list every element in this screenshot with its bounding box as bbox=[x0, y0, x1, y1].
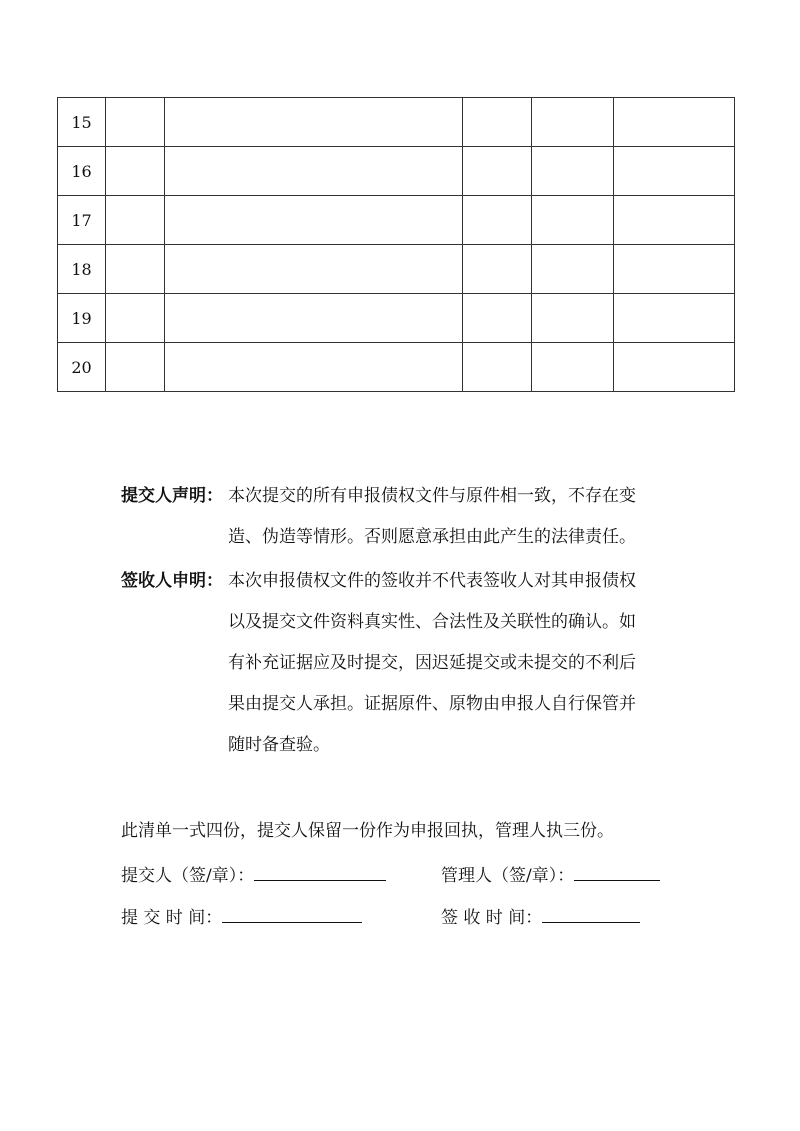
table-row bbox=[58, 196, 735, 245]
table-cell bbox=[165, 245, 463, 294]
row-number: 20 bbox=[58, 343, 106, 392]
table-cell bbox=[463, 294, 532, 343]
table-row bbox=[58, 294, 735, 343]
table-cell bbox=[165, 98, 463, 147]
row-number: 16 bbox=[58, 147, 106, 196]
table-cell bbox=[614, 196, 735, 245]
submit-time bbox=[121, 904, 362, 930]
receive-time-line[interactable] bbox=[542, 904, 640, 923]
table-cell bbox=[106, 98, 165, 147]
submitter-signature bbox=[121, 862, 386, 888]
declaration-line: 以及提交文件资料真实性、合法性及关联性的确认。如 bbox=[228, 612, 636, 632]
table-cell bbox=[614, 294, 735, 343]
table-cell bbox=[463, 196, 532, 245]
table-row bbox=[58, 343, 735, 392]
receiver-declaration bbox=[121, 561, 693, 766]
table-cell bbox=[463, 245, 532, 294]
table-cell bbox=[106, 245, 165, 294]
table-cell bbox=[106, 196, 165, 245]
row-number: 19 bbox=[58, 294, 106, 343]
table-row bbox=[58, 98, 735, 147]
table-cell bbox=[165, 196, 463, 245]
table-cell bbox=[463, 343, 532, 392]
submitter-declaration-label: 提交人声明： bbox=[121, 486, 223, 506]
table-cell bbox=[614, 343, 735, 392]
table-cell bbox=[614, 147, 735, 196]
table-cell bbox=[614, 98, 735, 147]
row-number: 18 bbox=[58, 245, 106, 294]
table-cell bbox=[532, 196, 614, 245]
receiver-declaration-label: 签收人申明： bbox=[121, 571, 223, 591]
declaration-line: 随时备查验。 bbox=[228, 735, 330, 755]
table-cell bbox=[165, 147, 463, 196]
submitter-signature-label: 提交人（签/章）： bbox=[121, 866, 255, 886]
table-cell bbox=[614, 245, 735, 294]
submitter-declaration bbox=[121, 476, 693, 558]
submitter-signature-line[interactable] bbox=[254, 862, 386, 881]
manager-signature-label: 管理人（签/章）： bbox=[441, 866, 575, 886]
copies-note: 此清单一式四份，提交人保留一份作为申报回执，管理人执三份。 bbox=[121, 821, 614, 841]
table-cell bbox=[463, 147, 532, 196]
table-cell bbox=[106, 147, 165, 196]
receive-time bbox=[441, 904, 640, 930]
receiver-declaration-body bbox=[228, 561, 693, 766]
submitter-declaration-body bbox=[228, 476, 693, 558]
row-number: 17 bbox=[58, 196, 106, 245]
table-cell bbox=[532, 98, 614, 147]
table-cell bbox=[106, 343, 165, 392]
claims-list-table bbox=[57, 97, 735, 392]
table-cell bbox=[532, 343, 614, 392]
table-row bbox=[58, 147, 735, 196]
declaration-line: 造、伪造等情形。否则愿意承担由此产生的法律责任。 bbox=[228, 527, 636, 547]
row-number: 15 bbox=[58, 98, 106, 147]
table-cell bbox=[463, 98, 532, 147]
table-cell bbox=[165, 343, 463, 392]
table-cell bbox=[106, 294, 165, 343]
submit-time-label: 提 交 时 间： bbox=[121, 908, 223, 928]
declaration-line: 本次提交的所有申报债权文件与原件相一致，不存在变 bbox=[228, 486, 636, 506]
declaration-line: 有补充证据应及时提交，因迟延提交或未提交的不利后 bbox=[228, 653, 636, 673]
table-row bbox=[58, 245, 735, 294]
table-cell bbox=[532, 147, 614, 196]
submit-time-line[interactable] bbox=[222, 904, 362, 923]
declaration-line: 本次申报债权文件的签收并不代表签收人对其申报债权 bbox=[228, 571, 636, 591]
manager-signature bbox=[441, 862, 660, 888]
table-cell bbox=[532, 294, 614, 343]
table-cell bbox=[165, 294, 463, 343]
manager-signature-line[interactable] bbox=[574, 862, 660, 881]
declaration-line: 果由提交人承担。证据原件、原物由申报人自行保管并 bbox=[228, 694, 636, 714]
table-cell bbox=[532, 245, 614, 294]
receive-time-label: 签 收 时 间： bbox=[441, 908, 543, 928]
